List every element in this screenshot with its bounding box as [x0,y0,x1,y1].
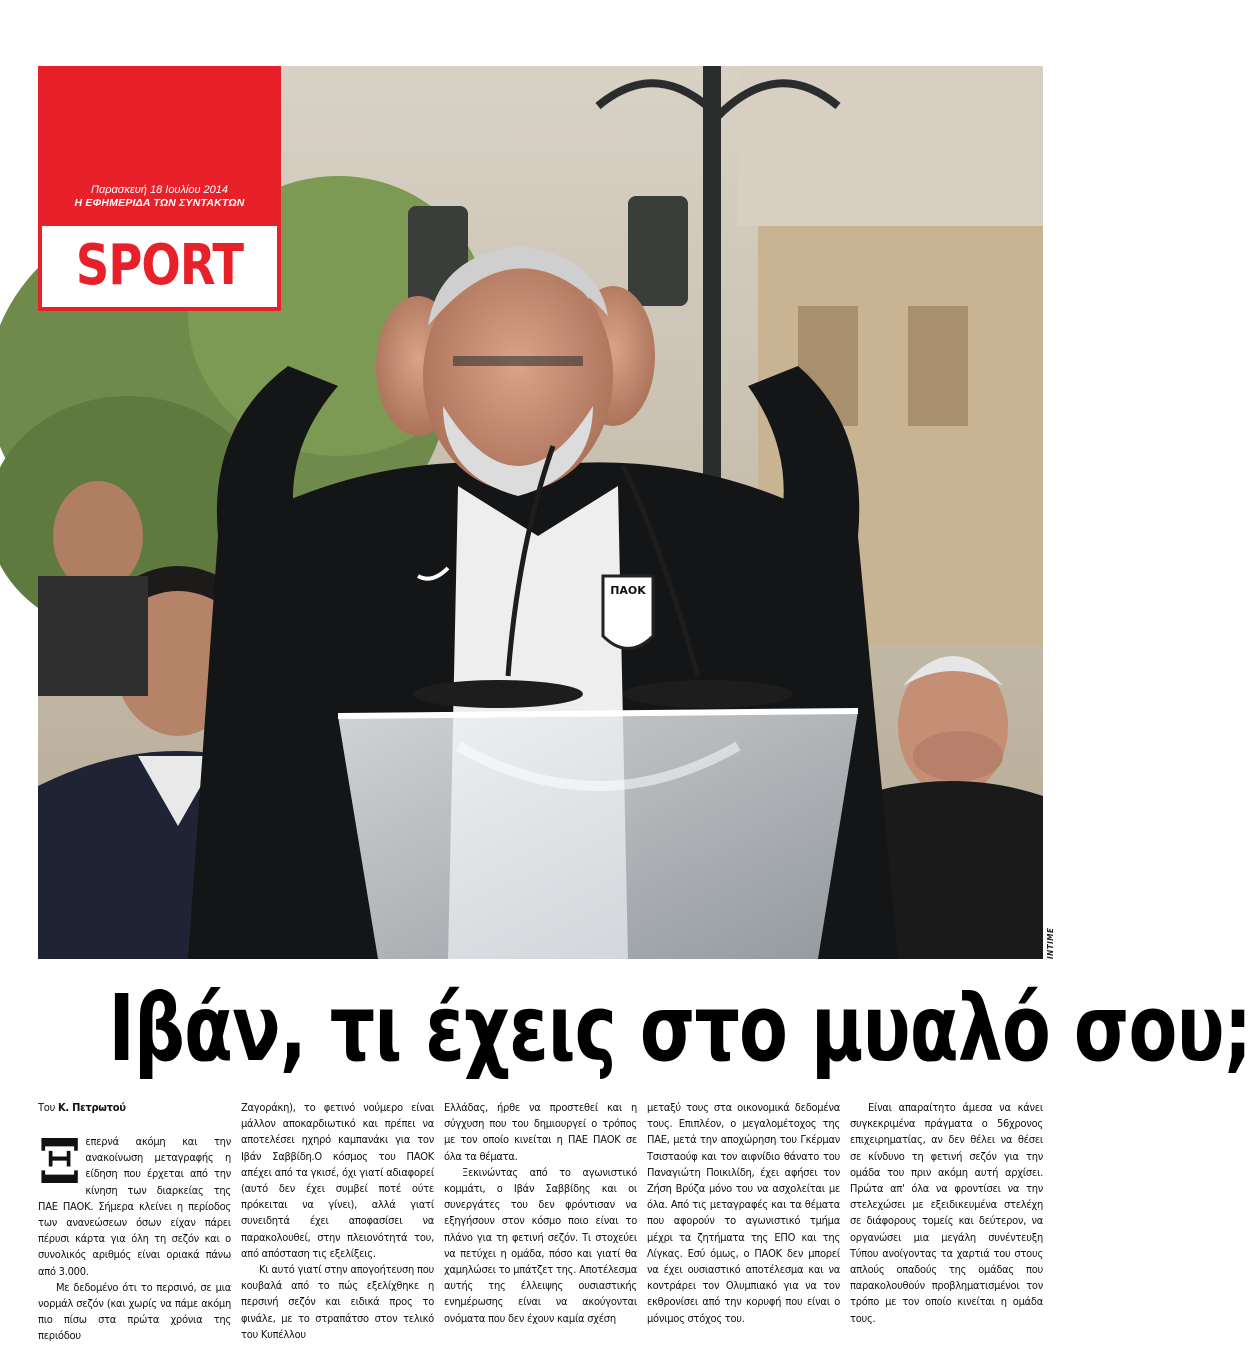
paragraph: Ελλάδας, ήρθε να προστεθεί και η σύγχυση που του δημιουργεί ο τρόπος με τον οποίο κινείται η ΠΑΕ ΠΑΟΚ σε όλα τα θέματα. [444,1101,637,1163]
headline: Ιβάν, τι έχεις στο μυαλό σου; [108,975,1251,1082]
article-column-2 [241,1100,434,1343]
paragraph: Με δεδομένο ότι το περσινό, σε μια νορμάλ σεζόν (και χωρίς να πάμε ακόμη πιο πίσω στα πρώτα χρόνια της περιόδου [38,1280,231,1343]
drop-cap: Ξ [38,1125,82,1198]
article-column-3 [444,1100,637,1327]
paragraph: Κι αυτό γιατί στην απογοήτευση που κουβαλά από το πώς εξελίχθηκε η περσινή σεζόν και ειδικά προς το φινάλε, με το στραπάτσο στον τελικό του Κυπέλλου [241,1263,434,1341]
article-column-5 [850,1100,1043,1327]
paragraph: Ζαγοράκη), το φετινό νούμερο είναι μάλλον αποκαρδιωτικό και πρέπει να αποτελέσει ηχηρό καμπανάκι για τον Ιβάν Σαββίδη.Ο κόσμος του ΠΑΟΚ απέχει από τα γκισέ, όχι γιατί αδιαφορεί (αυτό δεν έχει συμβεί ποτέ ούτε πρόκειται να γίνει), αλλά γιατί συνειδητά έχει αποφασίσει να παρακολουθεί, στην πλειονότητά του, από απόσταση τις εξελίξεις. [241,1101,434,1260]
article-column-4 [647,1100,840,1327]
svg-text:ΠΑΟΚ: ΠΑΟΚ [610,584,646,597]
section-label: SPORT [75,233,244,298]
article-column-1 [38,1100,231,1345]
masthead-block [38,66,281,311]
photo-credit: INTIME [1046,927,1055,959]
paragraph: Είναι απαραίτητο άμεσα να κάνει συγκεκριμένα πράγματα ο 56χρονος επιχειρηματίας, αν δεν θέλει να θέσει σε κίνδυνο τη φετινή σεζόν για την ομάδα του πριν ακόμη αυτή αρχίσει. Πρώτα απ' όλα να φροντίσει να την στελεχώσει με εξειδικευμένα στελέχη σε διάφορους τομείς και δεύτερον, να οργανώσει μια μεγάλη συνέντευξη Τύπου ανοίγοντας τα χαρτιά του στους απλούς οπαδούς της ομάδας που παρακολουθούν προβληματισμένοι τον τρόπο με τον οποίο κινείται η ομάδα τους. [850,1101,1043,1325]
newspaper-name: Η ΕΦΗΜΕΡΙΔΑ ΤΩΝ ΣΥΝΤΑΚΤΩΝ [74,197,245,209]
byline-author: Κ. Πετρωτού [57,1101,126,1114]
paragraph: μεταξύ τους στα οικονομικά δεδομένα τους. Επιπλέον, ο μεγαλομέτοχος της ΠΑΕ, μετά την αποχώρηση του Γκέρμαν Τσισταούφ και τον αιφνίδιο θάνατο του Παναγιώτη Ποικιλίδη, έχει αφήσει τον Ζήση Βρύζα μόνο του να ασχολείται με όλα. Από τις μεταγραφές και τα θέματα που αφορούν το αγωνιστικό τμήμα μέχρι τα ζητήματα της ΕΠΟ και της Λίγκας. Εσύ όμως, ο ΠΑΟΚ δεν μπορεί να έχει ουσιαστικό αποτέλεσμα και να κοντράρει τον Ολυμπιακό για να τον εκθρονίσει από την κορυφή που είναι ο μόνιμος στόχος του. [647,1101,840,1325]
issue-date: Παρασκευή 18 Ιουλίου 2014 [90,184,229,196]
section-box [42,226,277,307]
paragraph: Ξεκινώντας από το αγωνιστικό κομμάτι, ο Ιβάν Σαββίδης και οι συνεργάτες του δεν φρόντισαν να εξηγήσουν στον κόσμο ποιο είναι το πλάνο για τη φετινή σεζόν. Τι στοχεύει να πετύχει η ομάδα, πόσο και γιατί θα χαμηλώσει το μπάτζετ της. Αποτέλεσμα αυτής της έλλειψης ουσιαστικής ενημέρωσης είναι να ακούγονται ονόματα που δεν έχουν καμία σχέση [444,1165,637,1325]
paragraph: επερνά ακόμη και την ανακοίνωση μεταγραφής η είδηση που έρχεται από την κίνηση των διαρκείας της ΠΑΕ ΠΑΟΚ. Σήμερα κλείνει η περίοδος των ανανεώσεων όσων είχαν πάρει πέρυσι κάρτα για όλη τη σεζόν και ο συνολικός αριθμός είναι οριακά πάνω από 3.000. [38,1135,231,1278]
byline [38,1100,231,1116]
article-body [38,1100,1043,1345]
byline-prefix: Του [38,1101,56,1114]
